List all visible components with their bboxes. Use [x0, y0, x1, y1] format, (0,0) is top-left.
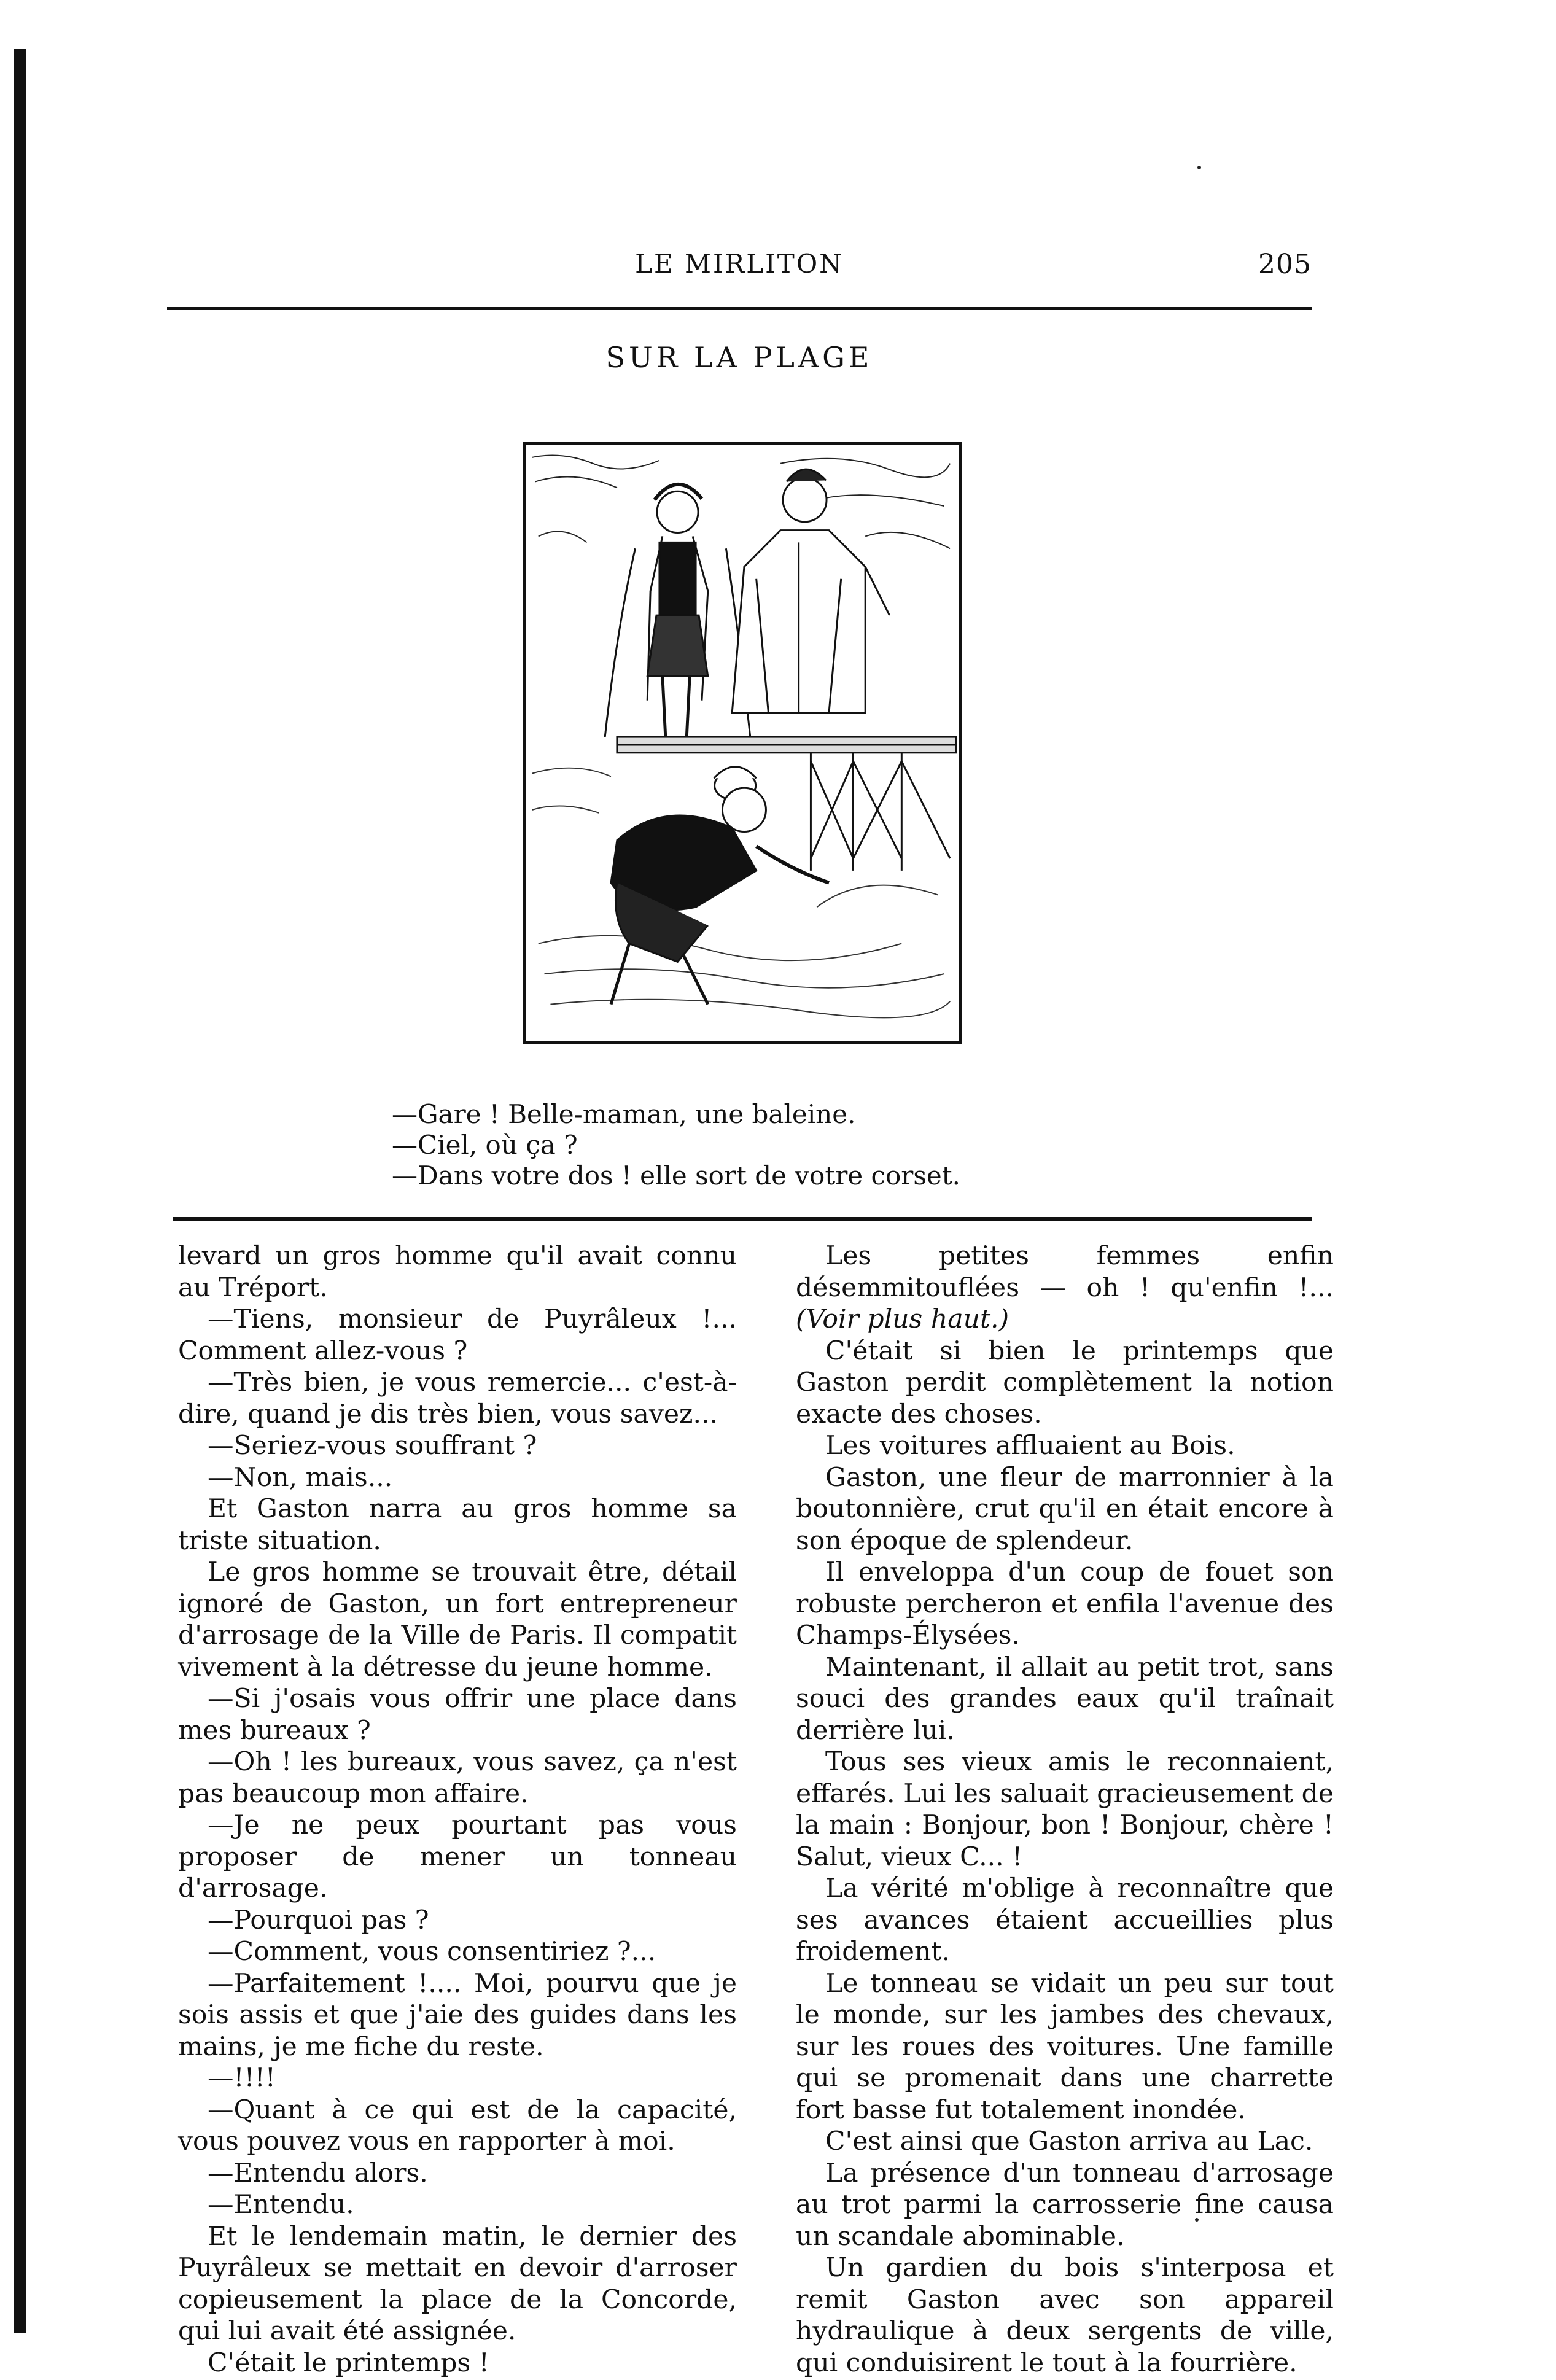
paragraph: levard un gros homme qu'il avait connu au Tréport.: [178, 1241, 737, 1303]
paragraph: —Entendu.: [208, 2190, 354, 2220]
page-number: 205: [1258, 249, 1312, 280]
right-column: [796, 1240, 1334, 2379]
paragraph: C'est ainsi que Gaston arriva au Lac.: [825, 2126, 1313, 2156]
paragraph: —Comment, vous consentiriez ?...: [208, 1937, 656, 1967]
paragraph: C'était si bien le printemps que Gaston perdit complètement la notion exacte des choses.: [796, 1336, 1334, 1429]
left-column: [178, 1240, 737, 2379]
paragraph: —Pourquoi pas ?: [208, 1905, 429, 1935]
caption-line: —Ciel, où ça ?: [392, 1130, 578, 1160]
paragraph: —Je ne peux pourtant pas vous proposer de mener un tonneau d'arrosage.: [178, 1810, 737, 1904]
beach-illustration: [523, 442, 962, 1044]
paragraph: Les voitures affluaient au Bois.: [825, 1431, 1235, 1461]
paragraph: —Tiens, monsieur de Puyrâleux !... Comment allez-vous ?: [178, 1304, 737, 1366]
paragraph: Tous ses vieux amis le reconnaient, effarés. Lui les saluait gracieusement de la main : Bonjour, bon ! Bonjour, chère ! Salut, vieux C... !: [796, 1747, 1334, 1872]
section-rule: [173, 1217, 1312, 1221]
paragraph: —Si j'osais vous offrir une place dans mes bureaux ?: [178, 1684, 737, 1746]
cross-reference: (Voir plus haut.): [796, 1304, 1009, 1334]
running-title: LE MIRLITON: [635, 249, 844, 279]
paragraph: —Quant à ce qui est de la capacité, vous pouvez vous en rapporter à moi.: [178, 2094, 737, 2156]
paragraph: —Seriez-vous souffrant ?: [208, 1431, 537, 1461]
article-title: SUR LA PLAGE: [605, 341, 873, 374]
paragraph-text: Les petites femmes enfin désemmitouflées — oh ! qu'enfin !...: [796, 1241, 1334, 1303]
engraving-beach-scene-icon: [526, 445, 959, 1041]
caption-line: —Gare ! Belle-maman, une baleine.: [392, 1099, 856, 1129]
paragraph: —Très bien, je vous remercie... c'est-à-dire, quand je dis très bien, vous savez...: [178, 1367, 737, 1429]
paragraph: Le gros homme se trouvait être, détail ignoré de Gaston, un fort entrepreneur d'arrosage de la Ville de Paris. Il compatit vivement à la détresse du jeune homme.: [178, 1557, 737, 1682]
paragraph: —Parfaitement !.... Moi, pourvu que je sois assis et que j'aie des guides dans les mains, je me fiche du reste.: [178, 1968, 737, 2062]
paragraph: Maintenant, il allait au petit trot, sans souci des grandes eaux qu'il traînait derrière lui.: [796, 1652, 1334, 1746]
paragraph: —Oh ! les bureaux, vous savez, ça n'est pas beaucoup mon affaire.: [178, 1747, 737, 1809]
paragraph: Un gardien du bois s'interposa et remit Gaston avec son appareil hydraulique à deux sergents de ville, qui conduisirent le tout à la fourrière.: [796, 2253, 1334, 2378]
paragraph: Et Gaston narra au gros homme sa triste situation.: [178, 1494, 737, 1556]
paragraph: —!!!!: [208, 2063, 276, 2093]
caption-line: —Dans votre dos ! elle sort de votre corset.: [392, 1161, 961, 1191]
paragraph: [796, 1240, 1334, 1336]
paragraph: Il enveloppa d'un coup de fouet son robuste percheron et enfila l'avenue des Champs-Élysées.: [796, 1557, 1334, 1651]
paragraph: Le tonneau se vidait un peu sur tout le monde, sur les jambes des chevaux, sur les roues des voitures. Une famille qui se promenait dans une charrette fort basse fut totalement inondée.: [796, 1968, 1334, 2125]
page-binding-edge: [14, 49, 26, 2333]
paragraph: La présence d'un tonneau d'arrosage au trot parmi la carrosserie fine causa un scandale abominable.: [796, 2158, 1334, 2252]
paragraph: Et le lendemain matin, le dernier des Puyrâleux se mettait en devoir d'arroser copieusement la place de la Concorde, qui lui avait été assignée.: [178, 2221, 737, 2346]
paragraph: C'était le printemps !: [208, 2347, 489, 2378]
print-speck: [1197, 166, 1201, 169]
paragraph: Gaston, une fleur de marronnier à la boutonnière, crut qu'il en était encore à son époque de splendeur.: [796, 1462, 1334, 1556]
running-head: [167, 243, 1312, 286]
illustration-caption: [392, 1099, 1190, 1191]
paragraph: —Entendu alors.: [208, 2158, 428, 2188]
paragraph: —Non, mais...: [208, 1462, 393, 1493]
header-rule: [167, 307, 1312, 310]
paragraph: La vérité m'oblige à reconnaître que ses avances étaient accueillies plus froidement.: [796, 1873, 1334, 1967]
